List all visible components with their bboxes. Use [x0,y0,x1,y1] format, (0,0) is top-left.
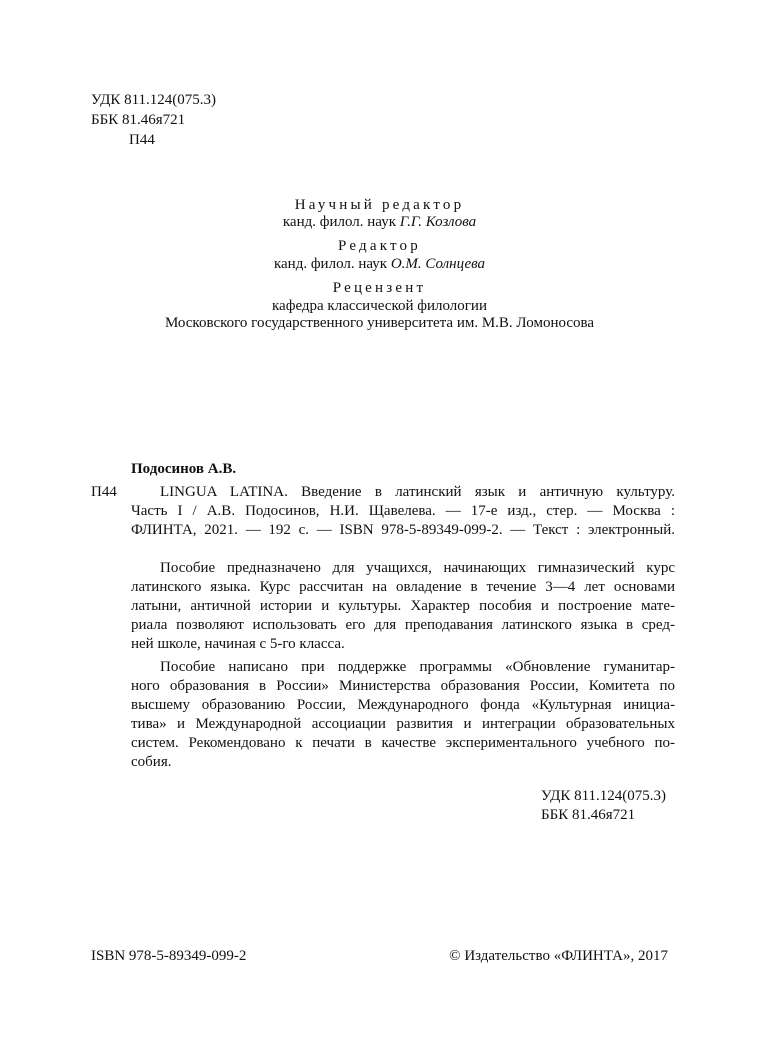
editor-name: О.М. Солнцева [390,256,486,272]
annotation-p2-line-3: высшему образованию России, Международного фонда «Культурная инициа- [131,697,675,713]
footer-isbn: ISBN 978-5-89349-099-2 [91,948,247,964]
catalog-line-2: Часть I / А.В. Подосинов, Н.И. Щавелева. — 17-е изд., стер. — Москва : [131,503,675,519]
editor-title: Редактор [338,238,421,254]
annotation-p1-line-3: латыни, античной истории и культуры. Характер пособия и построение мате- [131,598,675,614]
catalog-mark: П44 [91,484,117,500]
catalog-line-3: ФЛИНТА, 2021. — 192 с. — ISBN 978-5-89349-099-2. — Текст : электронный. [131,522,675,538]
annotation-p2-line-4: тива» и Международной ассоциации развития и интеграции образовательных [131,716,675,732]
udk-code-top: УДК 811.124(075.3) [91,92,217,108]
author-mark-top: П44 [129,132,155,148]
catalog-author: Подосинов А.В. [131,461,237,477]
reviewer-line-1: кафедра классической филологии [272,298,487,314]
annotation-p2-line-5: систем. Рекомендовано к печати в качестве экспериментального учебного по- [131,735,675,751]
annotation-p1-line-1: Пособие предназначено для учащихся, начинающих гимназический курс [160,560,675,576]
sci-editor-degree: канд. филол. наук [282,214,400,230]
editor-line [0,255,759,273]
bbk-code-bottom: ББК 81.46я721 [541,807,636,823]
sci-editor-title: Научный редактор [294,197,465,213]
annotation-p2-line-1: Пособие написано при поддержке программы «Обновление гуманитар- [160,659,675,675]
annotation-p2-line-6: собия. [131,754,172,770]
editor-degree: канд. филол. наук [273,256,391,272]
bbk-code-top: ББК 81.46я721 [91,112,186,128]
catalog-line-1: LINGUA LATINA. Введение в латинский язык и античную культуру. [160,484,675,500]
sci-editor-name: Г.Г. Козлова [399,214,477,230]
annotation-p1-line-4: риала позволяют использовать его для преподавания латинского языка в сред- [131,617,675,633]
annotation-p1-line-5: ней школе, начиная с 5-го класса. [131,636,345,652]
reviewer-line-2: Московского государственного университета им. М.В. Ломоносова [164,315,595,331]
sci-editor-line [0,213,759,231]
udk-code-bottom: УДК 811.124(075.3) [541,788,667,804]
annotation-p2-line-2: ного образования в России» Министерства образования России, Комитета по [131,678,675,694]
annotation-p1-line-2: латинского языка. Курс рассчитан на овладение в течение 3—4 лет основами [131,579,675,595]
reviewer-title: Рецензент [332,280,427,296]
footer-copyright: © Издательство «ФЛИНТА», 2017 [449,948,668,964]
